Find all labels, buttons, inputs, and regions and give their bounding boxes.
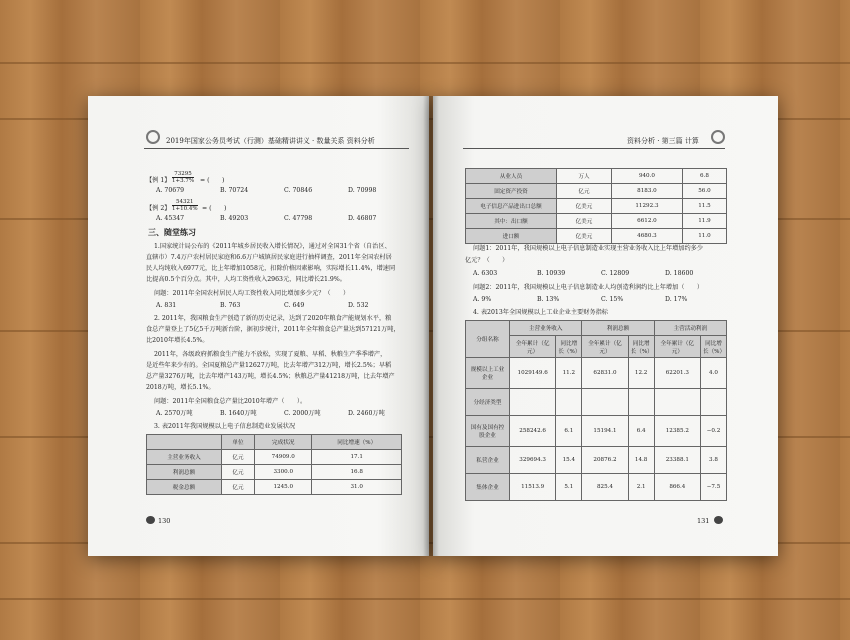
table-row [466,169,727,184]
table-cell: 31.0 [312,480,402,495]
question-2-option-d: D. 2460万吨 [348,410,385,417]
table-row [466,416,727,447]
example-2-label: 【例 2】 [146,205,171,212]
table-header-cell: 同比增长（%） [628,336,654,358]
table-cell: 进口额 [466,229,557,244]
table-cell: 1029149.6 [510,358,556,389]
question-3-line: 亿元？（ ） [465,257,509,264]
table-cell: 亿美元 [557,199,612,214]
table-cell: 23388.1 [654,447,700,474]
table-cell: 3.8 [700,447,726,474]
table-row [466,321,727,336]
example-1-tail: = ( ) [200,177,225,184]
paragraph-3-line: 2011年，各级政府抓粮食生产能力不放松，实现了夏粮、早稻、秋粮生产季季增产， [154,351,387,358]
section-heading: 三、随堂练习 [148,227,196,237]
table-cell: 4680.3 [611,229,682,244]
paragraph-2-line: 食总产量登上了5亿5千万吨新台阶，据初步统计，2011年全年粮食总产量达到57121万吨， [146,326,400,333]
table-cell: −7.5 [700,474,726,501]
publisher-logo-icon [146,130,160,144]
table-1 [146,434,402,495]
table-cell: 940.0 [611,169,682,184]
header-rule [463,148,725,149]
table-header-cell: 全年累计（亿元） [654,336,700,358]
table-row [466,447,727,474]
open-book [88,96,778,556]
table-cell: 329694.3 [510,447,556,474]
table-row [147,465,402,480]
right-page-header: 资料分析 · 第三篇 计算 [627,137,699,145]
table-row [466,184,727,199]
table-cell: 15194.1 [582,416,628,447]
example-1-option-b: B. 70724 [220,187,249,194]
table-cell [654,389,700,416]
example-1-label: 【例 1】 [146,177,171,184]
table-header-cell: 利润总额 [582,321,654,336]
table-cell [556,389,582,416]
table-cell: 14.8 [628,447,654,474]
table-cell: 电子信息产品进出口总额 [466,199,557,214]
table-row [466,229,727,244]
table-header-cell: 完成状况 [255,435,312,450]
table-cell: 亿元 [222,450,255,465]
right-page [433,96,778,556]
question-3-line: 问题1：2011年，我国规模以上电子信息制造业实现主营业务收入比上年增加约多少 [473,245,704,252]
table-cell: 62201.3 [654,358,700,389]
table-row [466,199,727,214]
table-row [147,435,402,450]
table-cell: 6612.0 [611,214,682,229]
example-2-option-c: C. 47798 [284,215,313,222]
table-1-title: 3. 表2011年我国规模以上电子信息制造业发展状况 [154,423,296,430]
example-2-fraction [172,199,198,213]
paragraph-1-line: 民人均纯收入6977元，比上年增加1058元，扣除价格因素影响，实际增长11.4%，增速同 [146,265,396,272]
table-header-cell: 主营活动利润 [654,321,726,336]
question-4: 问题2：2011年，我国规模以上电子信息制造业人均创造利润约比上年增加（ ） [473,284,704,291]
table-cell: 866.4 [654,474,700,501]
table-cell: 56.0 [682,184,726,199]
table-cell: 亿元 [557,184,612,199]
table-cell: 258242.6 [510,416,556,447]
table-cell: 2.1 [628,474,654,501]
table-cell: 亿元 [222,480,255,495]
question-3-option-b: B. 10939 [537,270,566,277]
question-2-option-b: B. 1640万吨 [220,410,257,417]
table-cell: 税金总额 [147,480,222,495]
table-cell: 从业人员 [466,169,557,184]
table-cell: 11.5 [682,199,726,214]
table-cell: 17.1 [312,450,402,465]
table-cell: 固定资产投资 [466,184,557,199]
question-4-option-b: B. 13% [537,296,560,303]
table-cell: 11.2 [556,358,582,389]
example-1-denominator: 1+3.7% [172,178,195,185]
table-row [466,389,727,416]
table-cell: 集体企业 [466,474,510,501]
example-2-option-a: A. 45347 [156,215,185,222]
table-cell: 20876.2 [582,447,628,474]
table-cell: 16.8 [312,465,402,480]
question-3-option-d: D. 18600 [665,270,694,277]
table-cell: 11.9 [682,214,726,229]
page-number-marker-icon [146,516,155,524]
question-3-option-a: A. 6303 [473,270,498,277]
table-cell: 11292.3 [611,199,682,214]
example-2-numerator: 54321 [172,199,198,206]
table-row [466,358,727,389]
paragraph-2-line: 比2010年增长4.5%。 [146,337,209,344]
paragraph-3-line: 2018万吨，增长5.1%。 [146,384,215,391]
book-gutter [423,96,439,556]
example-1-option-c: C. 70846 [284,187,313,194]
table-cell: 4.0 [700,358,726,389]
table-header-cell: 全年累计（亿元） [582,336,628,358]
question-3-option-c: C. 12809 [601,270,630,277]
question-1: 问题：2011年全国农村居民人均工资性收入同比增加多少元？（ ） [154,290,350,297]
table-header-cell: 单位 [222,435,255,450]
table-header-cell: 同比增速（%） [312,435,402,450]
example-1-option-d: D. 70998 [348,187,377,194]
table-header-cell: 分组名称 [466,321,510,358]
publisher-logo-icon [711,130,725,144]
table-cell: 11513.9 [510,474,556,501]
table-cell: 其中：出口额 [466,214,557,229]
table-cell: 825.4 [582,474,628,501]
table-row [147,480,402,495]
table-cell: 6.4 [628,416,654,447]
table-cell: 74909.0 [255,450,312,465]
table-header-cell [147,435,222,450]
table-cell: 1245.0 [255,480,312,495]
table-cell: 15.4 [556,447,582,474]
question-1-option-b: B. 763 [220,302,241,309]
question-2-option-c: C. 2000万吨 [284,410,321,417]
table-cell: 12385.2 [654,416,700,447]
table-cell: 5.1 [556,474,582,501]
table-cell: 万人 [557,169,612,184]
example-1-numerator: 73295 [172,171,194,178]
table-row [147,450,402,465]
table-header-cell: 全年累计（亿元） [510,336,556,358]
question-4-option-c: C. 15% [601,296,624,303]
left-page-header: 2019年国家公务员考试（行测）基础精讲讲义 · 数量关系 资料分析 [166,137,375,145]
table-cell: 主营业务收入 [147,450,222,465]
table-header-cell: 同比增长（%） [700,336,726,358]
table-cell: 规模以上工业企业 [466,358,510,389]
table-cell: 12.2 [628,358,654,389]
question-2-option-a: A. 2570万吨 [156,410,193,417]
table-cell: 8183.0 [611,184,682,199]
paragraph-2-line: 2. 2011年，我国粮食生产创造了新的历史记录，达到了2020年粮食产能规划水平，粮 [154,315,392,322]
right-page-number: 131 [697,517,710,525]
paragraph-1-line: 1.国家统计局公布的《2011年城乡居民收入增长情况》，通过对全国31个省（自治区、 [154,243,391,250]
example-2-denominator: 1+10.4% [172,206,198,213]
table-row [466,214,727,229]
table-cell: 分经济类型 [466,389,510,416]
question-4-option-a: A. 9% [473,296,492,303]
table-header-cell: 同比增长（%） [556,336,582,358]
table-cell: 11.0 [682,229,726,244]
example-1-fraction [172,171,194,185]
table-cell [510,389,556,416]
table-cell: 6.1 [556,416,582,447]
table-cell: 私营企业 [466,447,510,474]
table-cell: 6.8 [682,169,726,184]
question-2: 问题：2011年全国粮食总产量比2010年增产（ ）。 [154,398,307,405]
table-header-cell: 主营业务收入 [510,321,582,336]
table-cell: 利润总额 [147,465,222,480]
table-row [466,474,727,501]
table-2-title: 4. 表2013年全国规模以上工业企业主要财务指标 [473,309,608,316]
question-1-option-c: C. 649 [284,302,305,309]
example-2-tail: = ( ) [202,205,227,212]
table-cell [700,389,726,416]
table-cell [628,389,654,416]
header-rule [144,148,409,149]
paragraph-1-line: 直辖市）7.4万户农村居民家庭和6.6万户城镇居民家庭进行抽样调查，2011年全国农村居 [146,254,392,261]
example-2-option-d: D. 46807 [348,215,377,222]
table-cell: 国有及国有控股企业 [466,416,510,447]
example-1-option-a: A. 70679 [156,187,185,194]
table-2 [465,320,727,501]
question-1-option-a: A. 831 [156,302,177,309]
table-cell: 3300.0 [255,465,312,480]
left-page-number: 130 [158,517,171,525]
question-4-option-d: D. 17% [665,296,688,303]
paragraph-1-line: 比提高0.5个百分点。其中，人均工资性收入2963元，同比增长21.9%。 [146,276,346,283]
paragraph-3-line: 是近些年来少有的。全国夏粮总产量12627万吨，比去年增产312万吨，增长2.5%；早稻 [146,362,392,369]
left-page [88,96,429,556]
table-cell: 亿美元 [557,229,612,244]
example-2-option-b: B. 49203 [220,215,249,222]
table-cell [582,389,628,416]
table-cell: −0.2 [700,416,726,447]
table-cell: 62831.0 [582,358,628,389]
table-cell: 亿元 [222,465,255,480]
paragraph-3-line: 总产量3276万吨，比去年增产143万吨，增长4.5%；秋粮总产量41218万吨，比去年增产 [146,373,395,380]
table-1-continued [465,168,727,244]
table-cell: 亿美元 [557,214,612,229]
page-number-marker-icon [714,516,723,524]
question-1-option-d: D. 532 [348,302,369,309]
